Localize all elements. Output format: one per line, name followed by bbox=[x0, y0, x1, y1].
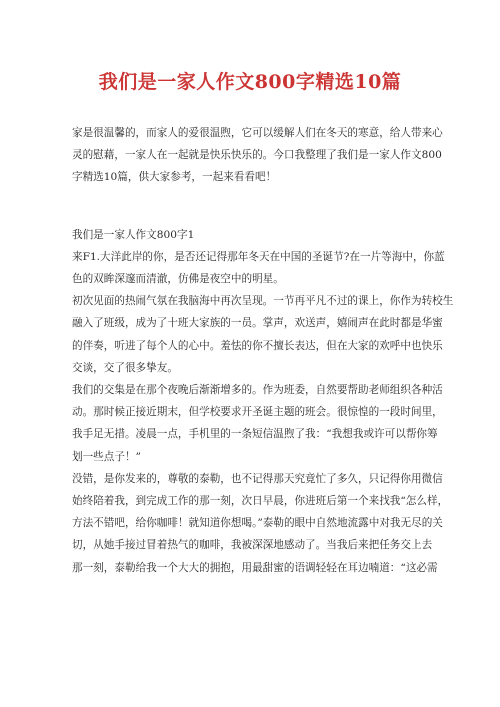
text-line: 来F1.大洋此岸的你，是否还记得那年冬天在中国的圣诞节?在一片等海中，你蓝 bbox=[72, 250, 445, 263]
body-paragraph bbox=[72, 290, 454, 379]
text-line: 没错，是你发来的，尊敬的泰勒，也不记得那天究竟忙了多久，只记得你用微信 bbox=[72, 472, 443, 485]
text-line: 字精选10篇，供大家参考，一起来看看吧！ bbox=[72, 171, 277, 184]
body-paragraph bbox=[72, 379, 443, 468]
text-line: 融入了班级，成为了十班大家族的一员。掌声，欢送声，嬉闹声在此时都是华蜜 bbox=[72, 317, 443, 330]
body-paragraph bbox=[72, 246, 445, 290]
document-body bbox=[72, 122, 454, 579]
text-line: 灵的慰藉，一家人在一起就是快乐快乐的。今口我整理了我们是一家人作文800 bbox=[72, 149, 442, 162]
text-line: 那一刻，泰勒给我一个大大的拥抱，用最甜蜜的语调轻轻在耳边喃道：“这必需 bbox=[72, 561, 438, 574]
section-gap bbox=[72, 189, 430, 224]
text-line: 我们的交集是在那个夜晚后渐渐增多的。作为班委，自然要帮助老师组织各种活 bbox=[72, 384, 443, 397]
text-line: 的伴奏，听进了每个人的心中。羞怯的你不擅长表达，但在大家的欢呼中也快乐 bbox=[72, 339, 443, 352]
text-line: 家是很温馨的，而家人的爱很温煦，它可以缓解人们在冬天的寒意，给人带来心 bbox=[72, 127, 443, 139]
text-line: 交谈，交了很多挚友。 bbox=[72, 361, 178, 374]
text-line: 方法不错吧，给你咖啡！就知道你想喝。”泰勒的眼中自然地流露中对我无尽的关 bbox=[72, 517, 443, 530]
section-heading: 我们是一家人作文800字1 bbox=[72, 228, 195, 241]
text-line: 初次见面的热闹气氛在我脑海中再次呈现。一节再平凡不过的课上，你作为转校生 bbox=[72, 295, 454, 308]
body-paragraph bbox=[72, 468, 449, 579]
text-line: 色的双眸深邃而清澈，仿佛是夜空中的明星。 bbox=[72, 273, 284, 286]
text-line: 始终陪着我，到完成工作的那一刻，次日早晨，你进班后第一个来找我“怎么样， bbox=[72, 495, 449, 508]
document-title: 我们是一家人作文800字精选10篇 bbox=[98, 71, 402, 93]
text-line: 划一些点子！” bbox=[72, 450, 141, 463]
text-line: 我手足无措。凌晨一点，手机里的一条短信温煦了我：“我想我或许可以帮你筹 bbox=[72, 428, 438, 441]
text-line: 切，从她手接过冒着热气的咖啡，我被深深地感动了。当我后来把任务交上去 bbox=[72, 539, 433, 552]
text-line: 动。那时候正接近期末，但学校要求开圣诞主题的班会。很惊惶的一段时间里， bbox=[72, 406, 443, 419]
intro-paragraph bbox=[72, 122, 443, 189]
